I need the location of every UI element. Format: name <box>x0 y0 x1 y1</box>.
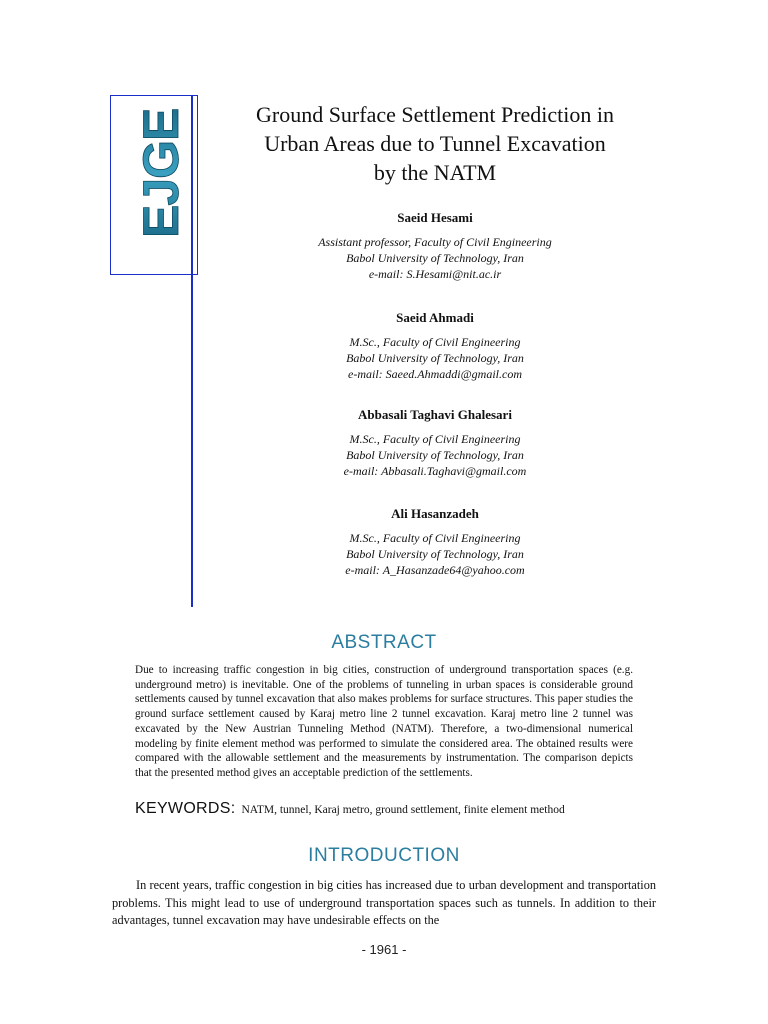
author-name: Saeid Hesami <box>397 210 473 225</box>
author-email: e-mail: S.Hesami@nit.ac.ir <box>368 267 502 281</box>
author-affiliation: M.Sc., Faculty of Civil Engineering <box>349 531 521 545</box>
paper-title-line: by the NATM <box>373 160 497 185</box>
author-affiliation: Assistant professor, Faculty of Civil Engineering <box>318 235 552 249</box>
paper-title-line: Urban Areas due to Tunnel Excavation <box>264 131 606 156</box>
abstract-heading: ABSTRACT <box>331 632 437 653</box>
author-email: e-mail: Abbasali.Taghavi@gmail.com <box>343 464 527 478</box>
author-affiliation: Babol University of Technology, Iran <box>346 351 524 365</box>
author-email: e-mail: A_Hasanzade64@yahoo.com <box>345 563 525 577</box>
abstract-text: Due to increasing traffic congestion in big cities, construction of underground transportation spaces (e.g. underground metro) is inevitable. One of the problems of tunneling in urban spaces is considerable ground settlements caused by tunnel excavation that also makes problems for surface structures. This paper studies the ground surface settlement caused by Karaj metro line 2 tunnel excavation. Karaj metro line 2 tunnel was excavated by the New Austrian Tunneling Method (NATM). Therefore, a two-dimensional numerical modeling by finite element method was performed to simulate the considered area. The obtained results were compared with the allowable settlement and the measurements by instrumentation. The comparison depicts that the presented method gives an acceptable prediction of the settlements. <box>135 664 633 779</box>
page-number: - 1961 - <box>361 942 407 957</box>
introduction-heading: INTRODUCTION <box>308 845 460 866</box>
margin-rule <box>191 95 193 607</box>
journal-logo <box>130 100 190 240</box>
author-name: Abbasali Taghavi Ghalesari <box>358 407 512 422</box>
author-block <box>210 210 660 282</box>
keywords-label: KEYWORDS: <box>135 800 236 817</box>
introduction-text: In recent years, traffic congestion in big cities has increased due to urban development and transportation problems. This might lead to use of underground transportation spaces such as tunnels. In addition to their advantages, tunnel excavation may have undesirable effects on the <box>112 878 656 927</box>
author-affiliation: Babol University of Technology, Iran <box>346 251 524 265</box>
author-name: Saeid Ahmadi <box>396 310 474 325</box>
author-block <box>210 310 660 382</box>
author-block <box>210 506 660 578</box>
paper-title <box>210 100 660 187</box>
author-affiliation: Babol University of Technology, Iran <box>346 448 524 462</box>
author-affiliation: M.Sc., Faculty of Civil Engineering <box>349 432 521 446</box>
author-block <box>210 407 660 479</box>
journal-logo-text: EJGE <box>133 108 189 238</box>
keywords-text: NATM, tunnel, Karaj metro, ground settlement, finite element method <box>241 804 565 816</box>
paper-title-line: Ground Surface Settlement Prediction in <box>255 102 615 127</box>
author-name: Ali Hasanzadeh <box>391 506 479 521</box>
keywords-line <box>135 800 695 818</box>
author-email: e-mail: Saeed.Ahmaddi@gmail.com <box>348 367 522 381</box>
author-affiliation: M.Sc., Faculty of Civil Engineering <box>349 335 521 349</box>
author-affiliation: Babol University of Technology, Iran <box>346 547 524 561</box>
